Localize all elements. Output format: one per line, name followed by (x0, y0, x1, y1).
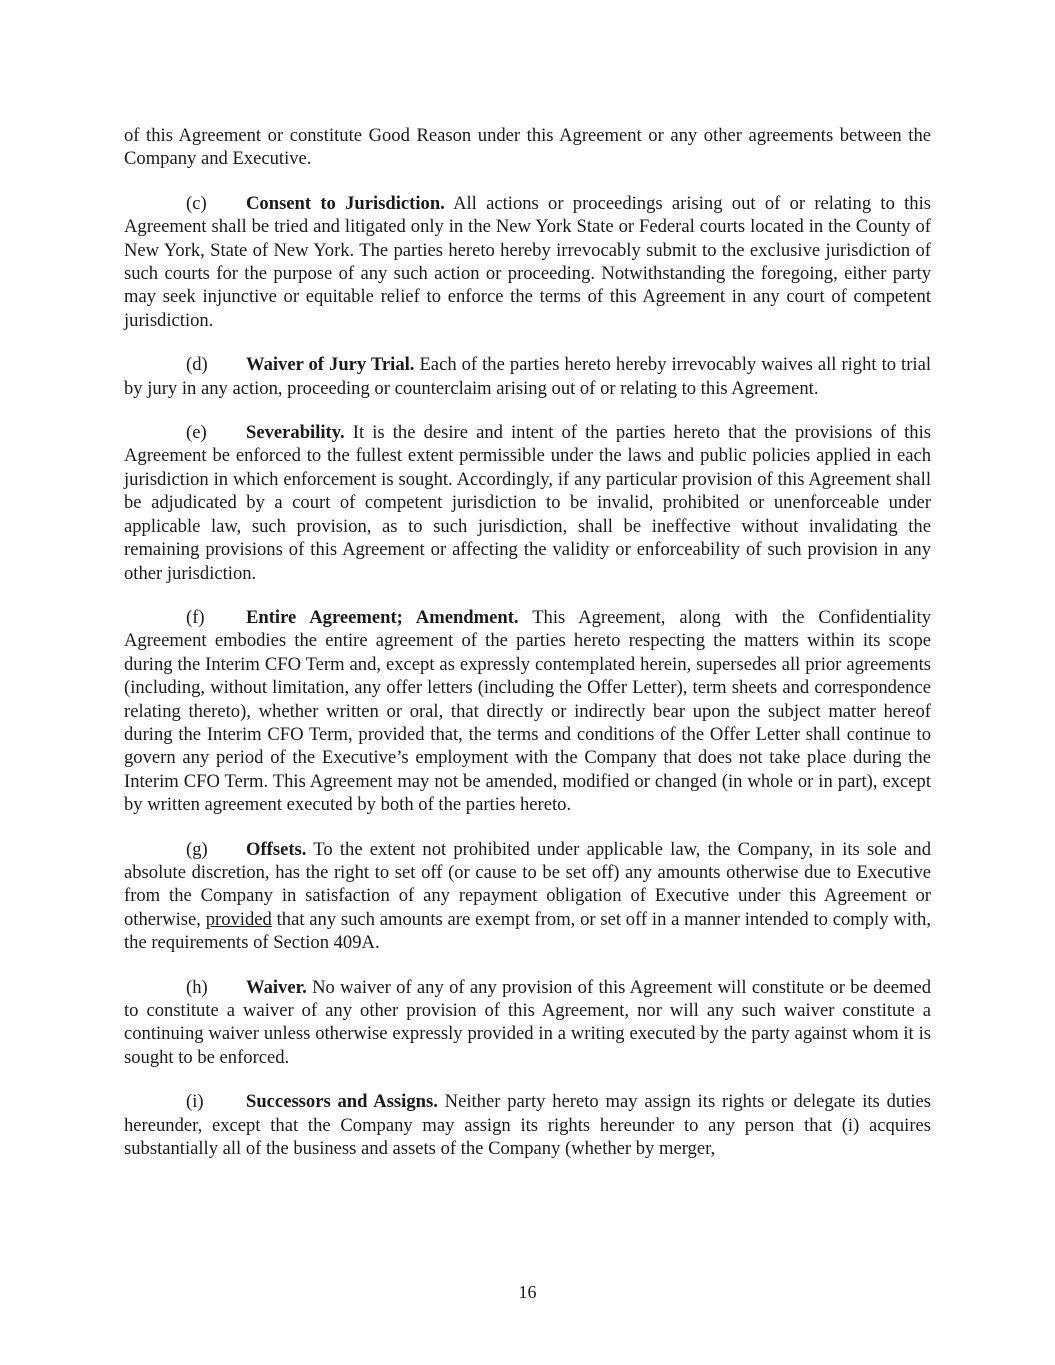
section-g-body-after: that any such amounts are exempt from, or set off in a manner intended to comply with, the requirements of Section 409A. (124, 908, 931, 954)
document-page (124, 124, 931, 1181)
section-f-body: This Agreement, along with the Confidentiality Agreement embodies the entire agreement of the parties hereto respecting the matters within its scope during the Interim CFO Term and, except as expressly contemplated herein, supersedes all prior agreements (including, without limitation, any offer letters (including the Offer Letter), term sheets and correspondence relating thereto), whether written or oral, that directly or indirectly bear upon the subject matter hereof during the Interim CFO Term, provided that, the terms and conditions of the Offer Letter shall continue to govern any period of the Executive’s employment with the Company that does not take place during the Interim CFO Term. This Agreement may not be amended, modified or changed (in whole or in part), except by written agreement executed by both of the parties hereto. (124, 606, 932, 816)
section-c-heading: Consent to Jurisdiction. (246, 192, 445, 214)
intro-text: of this Agreement or constitute Good Reason under this Agreement or any other agreements between the Company and Executive. (124, 125, 931, 170)
section-h-number: (h) (186, 976, 208, 998)
section-d-number: (d) (186, 354, 208, 376)
section-c-body: All actions or proceedings arising out of or relating to this Agreement shall be tried and litigated only in the New York State or Federal courts located in the County of New York, State of New York. The parties hereto hereby irrevocably submit to the exclusive jurisdiction of such courts for the purpose of any such action or proceeding. Notwithstanding the foregoing, either party may seek injunctive or equitable relief to enforce the terms of this Agreement in any court of competent jurisdiction. (124, 192, 931, 331)
section-h-body: No waiver of any of any provision of this Agreement will constitute or be deemed to constitute a waiver of any other provision of this Agreement, nor will any such waiver constitute a continuing waiver unless otherwise expressly provided in a writing executed by the party against whom it is sought to be enforced. (124, 976, 931, 1068)
section-f-number: (f) (186, 606, 205, 628)
section-i-body: Neither party hereto may assign its rights or delegate its duties hereunder, except that the Company may assign its rights hereunder to any person that (i) acquires substantially all of the business and assets of the Company (whether by merger, (124, 1091, 931, 1160)
section-c-number: (c) (186, 192, 207, 214)
section-e-body: It is the desire and intent of the parties hereto that the provisions of this Agreement be enforced to the fullest extent permissible under the laws and public policies applied in each jurisdiction in which enforcement is sought. Accordingly, if any particular provision of this Agreement shall be adjudicated by a court of competent jurisdiction to be invalid, prohibited or unenforceable under applicable law, such provision, as to such jurisdiction, shall be ineffective without invalidating the remaining provisions of this Agreement or affecting the validity or enforceability of such provision in any other jurisdiction. (124, 422, 931, 584)
section-e-number: (e) (186, 422, 207, 444)
section-d-heading: Waiver of Jury Trial. (246, 354, 415, 376)
section-g-body-before: To the extent not prohibited under applicable law, the Company, in its sole and absolute discretion, has the right to set off (or cause to be set off) any amounts otherwise due to Executive from the Company in satisfaction of any repayment obligation of Executive under this Agreement or otherwise, (124, 838, 931, 930)
section-g-number: (g) (186, 838, 208, 860)
section-f (124, 606, 931, 817)
section-h-heading: Waiver. (246, 976, 307, 998)
section-g-underlined-term: provided (205, 908, 272, 930)
section-e-heading: Severability. (246, 422, 345, 444)
section-h (124, 976, 931, 1070)
section-d (124, 353, 931, 400)
section-i (124, 1090, 931, 1160)
section-f-heading: Entire Agreement; Amendment. (246, 606, 519, 628)
section-d-body: Each of the parties hereto hereby irrevocably waives all right to trial by jury in any action, proceeding or counterclaim arising out of or relating to this Agreement. (124, 354, 931, 399)
section-i-heading: Successors and Assigns. (246, 1091, 438, 1113)
section-i-number: (i) (186, 1091, 204, 1113)
section-g (124, 838, 931, 955)
section-g-heading: Offsets. (246, 838, 307, 860)
page-number: 16 (518, 1282, 537, 1302)
intro-paragraph (124, 124, 931, 171)
section-c (124, 192, 931, 332)
section-e (124, 421, 931, 585)
